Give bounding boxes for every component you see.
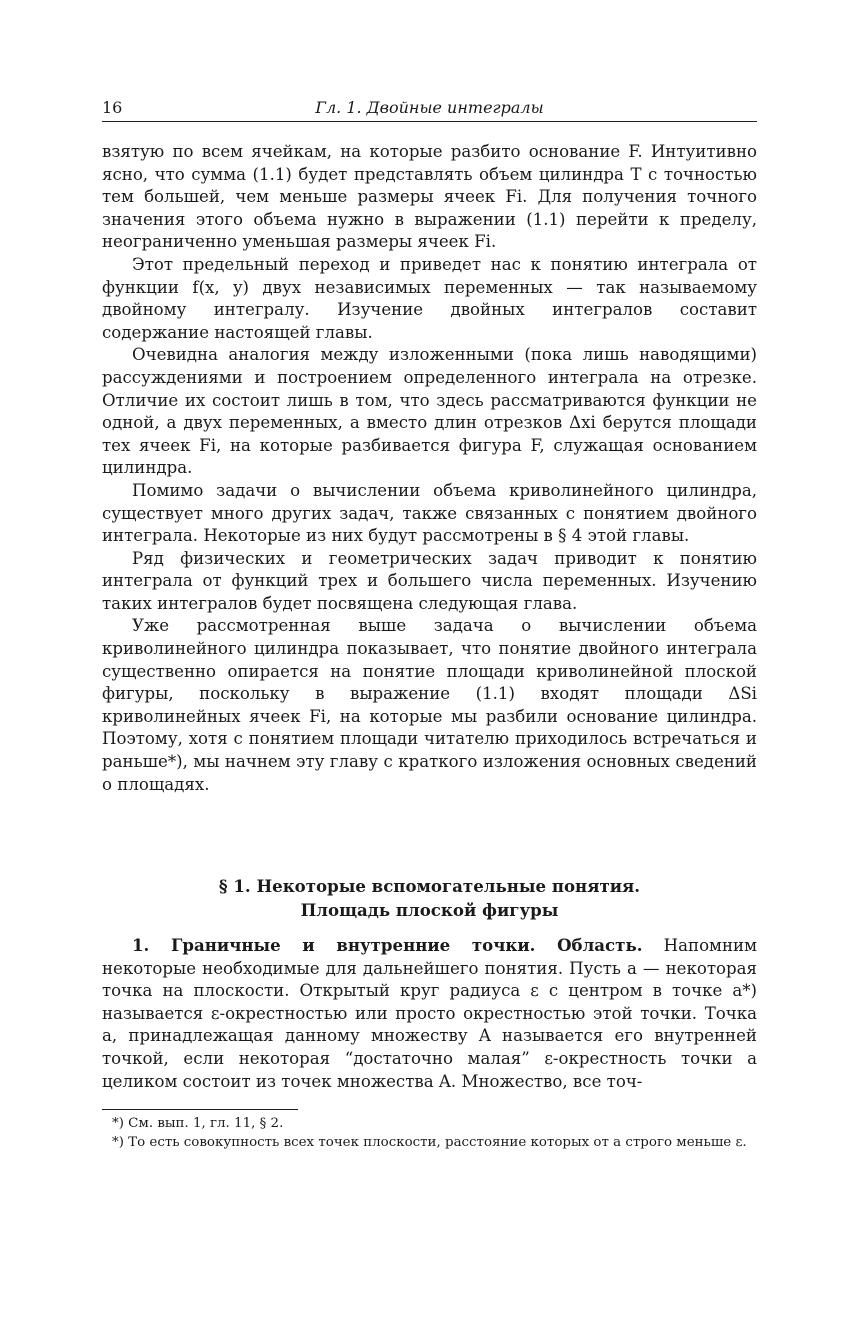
running-title: Гл. 1. Двойные интегралы (315, 98, 544, 117)
footnote-1: *) См. вып. 1, гл. 11, § 2. (112, 1116, 284, 1131)
paragraph-2: Этот предельный переход и приведет нас к понятию интеграла от функции f(x, y) двух независимых переменных — так называемому двойному интегралу. Изучение двойных интегралов составит содержание настоящей главы. (102, 254, 757, 342)
paragraph-6: Уже рассмотренная выше задача о вычислении объема криволинейного цилиндра показывает, что понятие двойного интеграла существенно опирается на понятие площади криволинейной плоской фигуры, поскольку в выражение (1.1) входят площади ΔSi криволинейных ячеек Fi, на которые мы разбили основание цилиндра. Поэтому, хотя с понятием площади читателю приходилось встречаться и раньше*), мы начнем эту главу с краткого изложения основных сведений о площадях. (102, 616, 757, 794)
section-title (102, 874, 757, 922)
subsection-heading: 1. Граничные и внутренние точки. Область. (132, 935, 643, 955)
footnote-rule (102, 1109, 298, 1110)
subsection (102, 934, 757, 1093)
footnote-2: *) То есть совокупность всех точек плоскости, расстояние которых от a строго меньше ε. (112, 1135, 747, 1150)
section-title-line-2: Площадь плоской фигуры (300, 900, 559, 920)
main-text (102, 141, 757, 796)
running-head (102, 96, 757, 122)
paragraph-4: Помимо задачи о вычислении объема криволинейного цилиндра, существует много других задач, также связанных с понятием двойного интеграла. Некоторые из них будут рассмотрены в § 4 этой главы. (102, 480, 757, 546)
subsection-text: Напомним некоторые необходимые для дальнейшего понятия. Пусть a — некоторая точка на плоскости. Открытый круг радиуса ε с центром в точке a*) называется ε-окрестностью или просто окрестностью этой точки. Точка a, принадлежащая данному множеству A называется его внутренней точкой, если некоторая “достаточно малая” ε-окрестность точки a целиком состоит из точек множества A. Множество, все точ- (102, 936, 757, 1091)
footnotes (102, 1114, 757, 1152)
section-title-line-1: § 1. Некоторые вспомогательные понятия. (218, 876, 641, 896)
page-number: 16 (102, 98, 123, 117)
paragraph-3: Очевидна аналогия между изложенными (пока лишь наводящими) рассуждениями и построением определенного интеграла на отрезке. Отличие их состоит лишь в том, что здесь рассматриваются функции не одной, а двух переменных, а вместо длин отрезков Δxi берутся площади тех ячеек Fi, на которые разбивается фигура F, служащая основанием цилиндра. (102, 345, 757, 478)
paragraph-5: Ряд физических и геометрических задач приводит к понятию интеграла от функций трех и большего числа переменных. Изучению таких интегралов будет посвящена следующая глава. (102, 548, 757, 613)
header-rule (102, 121, 757, 122)
paragraph-1: взятую по всем ячейкам, на которые разбито основание F. Интуитивно ясно, что сумма (1.1) будет представлять объем цилиндра T с точностью тем большей, чем меньше размеры ячеек Fi. Для получения точного значения этого объема нужно в выражении (1.1) перейти к пределу, неограниченно уменьшая размеры ячеек Fi. (102, 142, 757, 252)
subsection-paragraph (102, 934, 757, 1093)
